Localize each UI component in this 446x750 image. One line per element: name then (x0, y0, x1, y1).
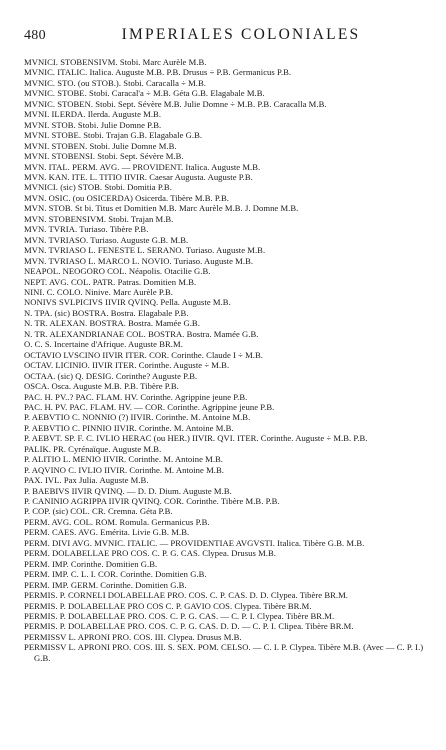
entry-line: MVNIC. STOBEN. Stobi. Sept. Sévère M.B. Julie Domne ÷ M.B. P.B. Caracalla M.B. (24, 98, 327, 109)
entry-line: PERM. DOLABELLAE PRO COS. C. P. G. CAS. Clypea. Drusus M.B. (24, 548, 276, 559)
entry-line: MVN. TVRIASO L. MARCO L. NOVIO. Turiaso. Auguste M.B. (24, 255, 254, 266)
entry-line: NEPT. AVG. COL. PATR. Patras. Domitien M.B. (24, 276, 197, 287)
entry-line: PERM. IMP. GERM. Corinthe. Domitien G.B. (24, 579, 187, 590)
entry-line: OSCA. Osca. Auguste M.B. P.B. Tibère P.B. (24, 381, 179, 392)
entry-line: OCTAVIO LVSCINO IIVIR ITER. COR. Corinthe. Claude I ÷ M.B. (24, 349, 263, 360)
entry-line: P. BAEBIVS IIVIR QVINQ. — D. D. Dium. Auguste M.B. (24, 485, 232, 496)
entry-line: PERM. DIVI AVG. MVNIC. ITALIC. — PROVIDENTIAE AVGVSTI. Italica. Tibère G.B. M.B. (24, 537, 365, 548)
entry-line: P. AEBVT. SP. F. C. IVLIO HERAC (ou HER.) IIVIR. QVI. ITER. Corinthe. Auguste ÷ M.B. P.B. (24, 433, 368, 444)
entry-line: PERM. IMP. C. L. I. COR. Corinthe. Domitien G.B. (24, 569, 207, 580)
entry-line: MVNI. STOBENSI. Stobi. Sept. Sévère M.B. (24, 151, 184, 162)
entry-line: MVN. TVRIA. Turiaso. Tibère P.B. (24, 224, 149, 235)
entry-line: N. TPA. (sic) BOSTRA. Bostra. Elagabale P.B. (24, 307, 189, 318)
entry-line: PERMIS. P. DOLABELLAE PRO COS C. P. GAVIO COS. Clypea. Tibère BR.M. (24, 600, 312, 611)
entry-line: MVNI. STOBEN. Stobi. Julie Domne M.B. (24, 140, 177, 151)
entry-line: P. CANINIO AGRIPPA IIVIR QVINQ. COR. Corinthe. Tibère M.B. P.B. (24, 496, 280, 507)
entry-line: N. TR. ALEXANDRIANAE COL. BOSTRA. Bostra. Mamée G.B. (24, 328, 259, 339)
entry-line: P. AEBVTIO C. PINNIO IIVIR. Corinthe. M. Antoine M.B. (24, 422, 234, 433)
entry-line: MVNIC. ITALIC. Italica. Auguste M.B. P.B. Drusus ÷ P.B. Germanicus P.B. (24, 67, 292, 78)
entry-line: PALIK. PR. Cyrénaïque. Auguste M.B. (24, 443, 162, 454)
running-title: IMPERIALES COLONIALES (121, 26, 361, 43)
entry-line: MVN. OSIC. (ou OSICERDA) Osicerda. Tibère M.B. P.B. (24, 192, 229, 203)
entry-line: MVNICI. (sic) STOB. Stobi. Domitia P.B. (24, 182, 172, 193)
entry-line: OCTAV. LICINIO. IIVIR ITER. Corinthe. Auguste ÷ M.B. (24, 360, 230, 371)
entry-line: MVNI. STOBE. Stobi. Trajan G.B. Elagabale G.B. (24, 130, 203, 141)
entry-line: MVN. KAN. ITE. L. TITIO IIVIR. Caesar Augusta. Auguste P.B. (24, 171, 253, 182)
entry-line: NONIVS SVLPICIVS IIVIR QVINQ. Pella. Auguste M.B. (24, 297, 231, 308)
entry-line: PERM. CAES. AVG. Emérita. Livie G.B. M.B. (24, 527, 190, 538)
entry-list (24, 57, 430, 663)
entry-line: PERMISSV L. APRONI PRO. COS. III. Clypea. Drusus M.B. (24, 631, 242, 642)
entry-line: PAC. H. PV..? PAC. FLAM. HV. Corinthe. Agrippine jeune P.B. (24, 391, 248, 402)
entry-line: MVNIC. STO. (ou STOB.). Stobi. Caracalla ÷ M.B. (24, 77, 206, 88)
page-number: 480 (24, 28, 46, 43)
entry-line: PERMIS. P. CORNELI DOLABELLAE PRO. COS. C. P. CAS. D. D. Clypea. Tibère BR.M. (24, 590, 349, 601)
entry-line: PERMISSV L. APRONI PRO. COS. III. S. SEX. POM. CELSO. — C. I. P. Clypea. Tibère M.B. (Avec — C. P. I.) G.B. (24, 642, 424, 663)
entry-line: N. TR. ALEXAN. BOSTRA. Bostra. Mamée G.B. (24, 318, 200, 329)
entry-line: MVNICI. STOBENSIVM. Stobi. Marc Aurèle M.B. (24, 57, 207, 67)
entry-line: MVN. TVRIASO L. FENESTE L. SERANO. Turiaso. Auguste M.B. (24, 245, 266, 256)
entry-line: NEAPOL. NEOGORO COL. Néapolis. Otacilie G.B. (24, 266, 211, 277)
entry-line: O. C. S. Incertaine d'Afrique. Auguste BR.M. (24, 339, 183, 350)
entry-line: MVNI. ILERDA. Ilerda. Auguste M.B. (24, 109, 162, 120)
entry-line: MVN. ITAL. PERM. AVG. — PROVIDENT. Italica. Auguste M.B. (24, 161, 261, 172)
entry-line: MVN. STOB. St bi. Titus et Domitien M.B. Marc Aurèle M.B. J. Domne M.B. (24, 203, 299, 214)
entry-line: PAX. IVL. Pax Julia. Auguste M.B. (24, 475, 149, 486)
entry-line: PERM. IMP. Corinthe. Domitien G.B. (24, 558, 158, 569)
entry-line: PAC. H. PV. PAC. FLAM. HV. — COR. Corinthe. Agrippine jeune P.B. (24, 401, 275, 412)
entry-line: P. COP. (sic) COL. CR. Cremna. Géta P.B. (24, 506, 173, 517)
entry-line: MVN. TVRIASO. Turiaso. Auguste G.B. M.B. (24, 234, 189, 245)
entry-line: OCTAA. (sic) Q. DESIG. Corinthe? Auguste P.B. (24, 370, 198, 381)
entry-line: PERMIS. P. DOLABELLAE PRO. COS. C. P. G. CAS. D. D. — C. P. I. Clipea. Tibère BR.M. (24, 621, 354, 632)
entry-line: MVNIC. STOBE. Stobi. Caracal'a ÷ M.B. Géta G.B. Elagabale M.B. (24, 88, 265, 99)
entry-line: P. AEBVTIO C. NONNIO (?) IIVIR. Corinthe. M. Antoine M.B. (24, 412, 251, 423)
entry-line: NINI. C. COLO. Ninive. Marc Aurèle P.B. (24, 286, 173, 297)
entry-line: MVNI. STOB. Stobi. Julie Domne P.B. (24, 119, 162, 130)
entry-line: P. AQVINO C. IVLIO IIVIR. Corinthe. M. Antoine M.B. (24, 464, 224, 475)
entry-line: P. ALITIO L. MENIO IIVIR. Corinthe. M. Antoine M.B. (24, 454, 223, 465)
entry-line: PERM. AVG. COL. ROM. Romula. Germanicus P.B. (24, 516, 210, 527)
entry-line: MVN. STOBENSIVM. Stobi. Trajan M.B. (24, 213, 174, 224)
page-header (24, 26, 430, 46)
entry-line: PERMIS. P. DOLABELLAE PRO. COS. C. P. G. CAS. — C. P. I. Clypea. Tibère BR.M. (24, 611, 335, 622)
